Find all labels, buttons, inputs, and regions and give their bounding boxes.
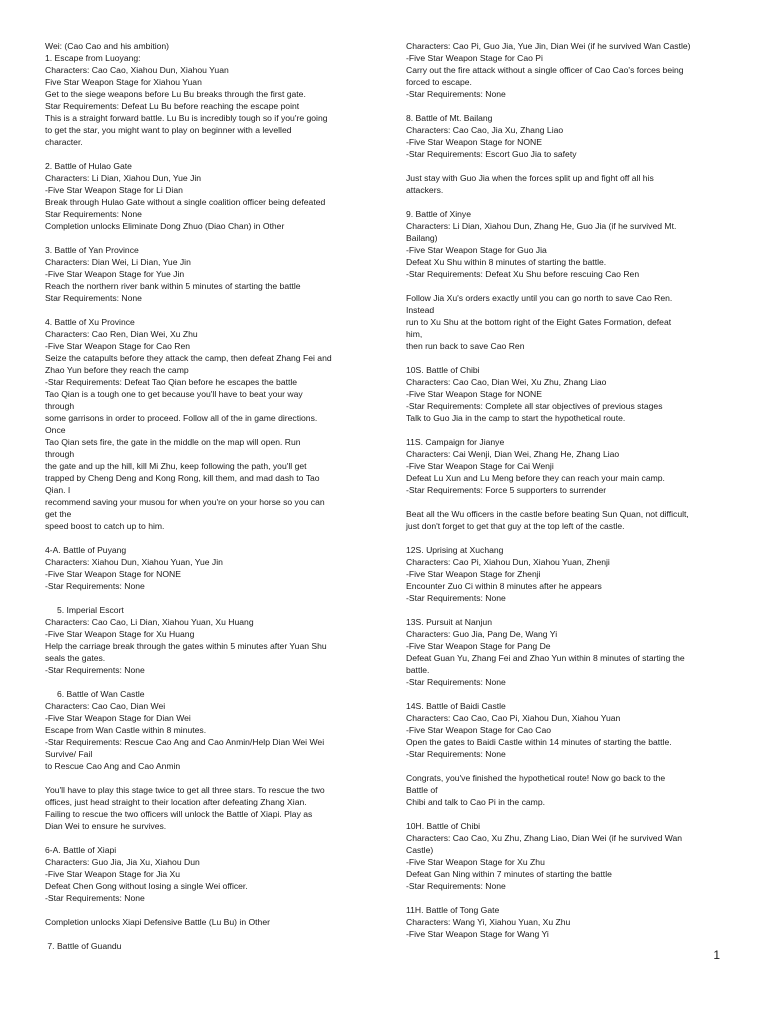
page-number: 1 bbox=[713, 948, 720, 962]
text-line: 10S. Battle of Chibi bbox=[406, 365, 480, 375]
text-line: Characters: Cao Cao, Jia Xu, Zhang Liao bbox=[406, 125, 564, 135]
text-line: 4-A. Battle of Puyang bbox=[45, 545, 127, 555]
text-line bbox=[406, 808, 724, 820]
text-line: -Five Star Weapon Stage for Guo Jia bbox=[406, 245, 547, 255]
text-line: offices, just head straight to their location after defeating Zhang Xian. bbox=[45, 797, 307, 807]
text-line: -Five Star Weapon Stage for Cai Wenji bbox=[406, 461, 554, 471]
text-line: Characters: Cao Cao, Xiahou Dun, Xiahou Yuan bbox=[45, 65, 229, 75]
text-line: -Star Requirements: Force 5 supporters to surrender bbox=[406, 485, 607, 495]
text-line: -Star Requirements: None bbox=[45, 665, 145, 675]
text-line bbox=[45, 148, 363, 160]
text-line bbox=[406, 196, 724, 208]
text-line: Get to the siege weapons before Lu Bu breaks through the first gate. bbox=[45, 89, 306, 99]
text-line: Escape from Wan Castle within 8 minutes. bbox=[45, 725, 207, 735]
text-line: Reach the northern river bank within 5 minutes of starting the battle bbox=[45, 281, 301, 291]
text-line: -Five Star Weapon Stage for NONE bbox=[45, 569, 181, 579]
text-line: -Star Requirements: Complete all star objectives of previous stages bbox=[406, 401, 663, 411]
text-line: 6. Battle of Wan Castle bbox=[45, 689, 145, 699]
text-line bbox=[406, 280, 724, 292]
left-column bbox=[45, 40, 363, 952]
text-line: Characters: Cao Pi, Xiahou Dun, Xiahou Yuan, Zhenji bbox=[406, 557, 610, 567]
text-line: Characters: Cao Cao, Li Dian, Xiahou Yuan, Xu Huang bbox=[45, 617, 254, 627]
text-line: trapped by Cheng Deng and Kong Rong, kill them, and mad dash to Tao bbox=[45, 473, 320, 483]
text-line bbox=[45, 904, 363, 916]
text-line: him, bbox=[406, 329, 423, 339]
text-line: -Five Star Weapon Stage for Cao Ren bbox=[45, 341, 191, 351]
text-line: the gate and up the hill, kill Mi Zhu, keep following the path, you'll get bbox=[45, 461, 307, 471]
text-line: Tao Qian is a tough one to get because you'll have to beat your way bbox=[45, 389, 303, 399]
text-line: Beat all the Wu officers in the castle before beating Sun Quan, not difficult, bbox=[406, 509, 689, 519]
text-line: Qian. I bbox=[45, 485, 71, 495]
text-line: -Five Star Weapon Stage for Wang Yi bbox=[406, 929, 549, 939]
text-line: Completion unlocks Xiapi Defensive Battle (Lu Bu) in Other bbox=[45, 917, 270, 927]
text-line: 12S. Uprising at Xuchang bbox=[406, 545, 504, 555]
text-line: Break through Hulao Gate without a single coalition officer being defeated bbox=[45, 197, 326, 207]
text-line: Characters: Wang Yi, Xiahou Yuan, Xu Zhu bbox=[406, 917, 571, 927]
text-line: Bailang) bbox=[406, 233, 438, 243]
text-line: 7. Battle of Guandu bbox=[45, 941, 122, 951]
text-line: Failing to rescue the two officers will unlock the Battle of Xiapi. Play as bbox=[45, 809, 313, 819]
text-line: -Five Star Weapon Stage for Xu Huang bbox=[45, 629, 195, 639]
text-line: Five Star Weapon Stage for Xiahou Yuan bbox=[45, 77, 202, 87]
text-line: Defeat Xu Shu within 8 minutes of starting the battle. bbox=[406, 257, 607, 267]
text-line: speed boost to catch up to him. bbox=[45, 521, 165, 531]
text-line bbox=[406, 688, 724, 700]
text-line: 2. Battle of Hulao Gate bbox=[45, 161, 132, 171]
text-line: Defeat Lu Xun and Lu Meng before they can reach your main camp. bbox=[406, 473, 665, 483]
text-line: This is a straight forward battle. Lu Bu is incredibly tough so if you're going bbox=[45, 113, 328, 123]
text-line: get the bbox=[45, 509, 72, 519]
text-line: -Five Star Weapon Stage for Cao Pi bbox=[406, 53, 543, 63]
text-line: Characters: Guo Jia, Pang De, Wang Yi bbox=[406, 629, 558, 639]
text-line bbox=[406, 100, 724, 112]
text-line: 9. Battle of Xinye bbox=[406, 209, 471, 219]
text-line: Zhao Yun before they reach the camp bbox=[45, 365, 189, 375]
text-line: Instead bbox=[406, 305, 435, 315]
text-line: -Star Requirements: Rescue Cao Ang and Cao Anmin/Help Dian Wei Wei bbox=[45, 737, 325, 747]
text-line bbox=[406, 352, 724, 364]
text-line: battle. bbox=[406, 665, 430, 675]
text-line bbox=[45, 832, 363, 844]
text-line: recommend saving your musou for when you're on your horse so you can bbox=[45, 497, 325, 507]
text-line: run to Xu Shu at the bottom right of the Eight Gates Formation, defeat bbox=[406, 317, 672, 327]
text-line: -Star Requirements: None bbox=[406, 749, 506, 759]
text-line: Encounter Zuo Ci within 8 minutes after he appears bbox=[406, 581, 602, 591]
text-line: Congrats, you've finished the hypothetical route! Now go back to the bbox=[406, 773, 666, 783]
text-line: 4. Battle of Xu Province bbox=[45, 317, 135, 327]
text-line: forced to escape. bbox=[406, 77, 472, 87]
text-line: Castle) bbox=[406, 845, 434, 855]
text-line: -Star Requirements: None bbox=[406, 89, 506, 99]
text-line: Battle of bbox=[406, 785, 438, 795]
text-line: Dian Wei to ensure he survives. bbox=[45, 821, 167, 831]
text-line: 3. Battle of Yan Province bbox=[45, 245, 139, 255]
text-line: Talk to Guo Jia in the camp to start the hypothetical route. bbox=[406, 413, 626, 423]
text-line: Chibi and talk to Cao Pi in the camp. bbox=[406, 797, 546, 807]
text-line: Just stay with Guo Jia when the forces split up and fight off all his bbox=[406, 173, 654, 183]
text-line: 6-A. Battle of Xiapi bbox=[45, 845, 117, 855]
text-line: Defeat Guan Yu, Zhang Fei and Zhao Yun within 8 minutes of starting the bbox=[406, 653, 685, 663]
text-line: through bbox=[45, 401, 75, 411]
text-line: -Star Requirements: Escort Guo Jia to safety bbox=[406, 149, 577, 159]
text-line: Characters: Cao Ren, Dian Wei, Xu Zhu bbox=[45, 329, 198, 339]
text-line: Survive/ Fail bbox=[45, 749, 93, 759]
text-line: attackers. bbox=[406, 185, 444, 195]
text-line: Characters: Guo Jia, Jia Xu, Xiahou Dun bbox=[45, 857, 200, 867]
text-line: to Rescue Cao Ang and Cao Anmin bbox=[45, 761, 181, 771]
text-line: Characters: Cao Cao, Dian Wei, Xu Zhu, Zhang Liao bbox=[406, 377, 607, 387]
text-line bbox=[406, 424, 724, 436]
text-line: Help the carriage break through the gates within 5 minutes after Yuan Shu bbox=[45, 641, 327, 651]
text-line: Open the gates to Baidi Castle within 14 minutes of starting the battle. bbox=[406, 737, 672, 747]
text-line: -Five Star Weapon Stage for Cao Cao bbox=[406, 725, 552, 735]
text-line: then run back to save Cao Ren bbox=[406, 341, 525, 351]
text-line: seals the gates. bbox=[45, 653, 106, 663]
text-line: You'll have to play this stage twice to get all three stars. To rescue the two bbox=[45, 785, 325, 795]
text-line: 13S. Pursuit at Nanjun bbox=[406, 617, 492, 627]
text-line: -Star Requirements: None bbox=[45, 581, 145, 591]
text-line: 8. Battle of Mt. Bailang bbox=[406, 113, 493, 123]
text-line: -Star Requirements: Defeat Tao Qian before he escapes the battle bbox=[45, 377, 298, 387]
text-line: -Five Star Weapon Stage for Xu Zhu bbox=[406, 857, 545, 867]
text-line: 1. Escape from Luoyang: bbox=[45, 53, 141, 63]
text-line: -Star Requirements: None bbox=[406, 677, 506, 687]
text-line bbox=[45, 928, 363, 940]
text-line: -Star Requirements: None bbox=[406, 593, 506, 603]
text-line: Characters: Cao Pi, Guo Jia, Yue Jin, Dian Wei (if he survived Wan Castle) bbox=[406, 41, 691, 51]
text-line: Characters: Cao Cao, Dian Wei bbox=[45, 701, 166, 711]
text-line: Seize the catapults before they attack the camp, then defeat Zhang Fei and bbox=[45, 353, 332, 363]
text-line: Follow Jia Xu's orders exactly until you can go north to save Cao Ren. bbox=[406, 293, 673, 303]
text-line: 11S. Campaign for Jianye bbox=[406, 437, 505, 447]
text-line: -Five Star Weapon Stage for NONE bbox=[406, 389, 542, 399]
text-line: -Five Star Weapon Stage for Li Dian bbox=[45, 185, 183, 195]
text-line: -Star Requirements: Defeat Xu Shu before rescuing Cao Ren bbox=[406, 269, 640, 279]
text-line: Star Requirements: None bbox=[45, 209, 142, 219]
text-line: 11H. Battle of Tong Gate bbox=[406, 905, 500, 915]
text-line: 14S. Battle of Baidi Castle bbox=[406, 701, 506, 711]
text-line: -Five Star Weapon Stage for Yue Jin bbox=[45, 269, 185, 279]
text-line bbox=[45, 532, 363, 544]
text-line: Completion unlocks Eliminate Dong Zhuo (Diao Chan) in Other bbox=[45, 221, 285, 231]
text-line: -Star Requirements: None bbox=[406, 881, 506, 891]
text-line: -Five Star Weapon Stage for Pang De bbox=[406, 641, 551, 651]
text-line bbox=[406, 532, 724, 544]
text-line: -Star Requirements: None bbox=[45, 893, 145, 903]
text-line: Once bbox=[45, 425, 66, 435]
text-line bbox=[45, 676, 363, 688]
text-line bbox=[406, 604, 724, 616]
text-line: -Five Star Weapon Stage for Jia Xu bbox=[45, 869, 181, 879]
text-line: through bbox=[45, 449, 75, 459]
text-line: to get the star, you might want to play on beginner with a levelled bbox=[45, 125, 292, 135]
text-line: Defeat Chen Gong without losing a single Wei officer. bbox=[45, 881, 248, 891]
text-line: Characters: Li Dian, Xiahou Dun, Yue Jin bbox=[45, 173, 202, 183]
text-line: Characters: Li Dian, Xiahou Dun, Zhang He, Guo Jia (if he survived Mt. bbox=[406, 221, 677, 231]
text-line bbox=[406, 160, 724, 172]
text-line: Star Requirements: Defeat Lu Bu before reaching the escape point bbox=[45, 101, 300, 111]
text-line bbox=[45, 772, 363, 784]
text-line: Characters: Xiahou Dun, Xiahou Yuan, Yue Jin bbox=[45, 557, 223, 567]
text-line bbox=[45, 592, 363, 604]
text-line bbox=[406, 760, 724, 772]
text-line bbox=[45, 304, 363, 316]
text-line: Characters: Dian Wei, Li Dian, Yue Jin bbox=[45, 257, 191, 267]
text-line: Carry out the fire attack without a single officer of Cao Cao's forces being bbox=[406, 65, 684, 75]
text-line: -Five Star Weapon Stage for Dian Wei bbox=[45, 713, 191, 723]
right-column bbox=[406, 40, 724, 940]
text-line: -Five Star Weapon Stage for NONE bbox=[406, 137, 542, 147]
text-line: Characters: Cao Cao, Xu Zhu, Zhang Liao, Dian Wei (if he survived Wan bbox=[406, 833, 683, 843]
text-line: Wei: (Cao Cao and his ambition) bbox=[45, 41, 170, 51]
text-line: just don't forget to get that guy at the top left of the castle. bbox=[406, 521, 625, 531]
text-line: 10H. Battle of Chibi bbox=[406, 821, 481, 831]
text-line: Tao Qian sets fire, the gate in the middle on the map will open. Run bbox=[45, 437, 301, 447]
text-line: some garrisons in order to proceed. Follow all of the in game directions. bbox=[45, 413, 318, 423]
text-line: Characters: Cai Wenji, Dian Wei, Zhang He, Zhang Liao bbox=[406, 449, 620, 459]
text-line bbox=[45, 232, 363, 244]
text-line bbox=[406, 496, 724, 508]
text-line: -Five Star Weapon Stage for Zhenji bbox=[406, 569, 541, 579]
text-line: Defeat Gan Ning within 7 minutes of starting the battle bbox=[406, 869, 612, 879]
text-line: Characters: Cao Cao, Cao Pi, Xiahou Dun, Xiahou Yuan bbox=[406, 713, 621, 723]
text-line: character. bbox=[45, 137, 83, 147]
text-line: Star Requirements: None bbox=[45, 293, 142, 303]
text-line bbox=[406, 892, 724, 904]
text-line: 5. Imperial Escort bbox=[45, 605, 124, 615]
